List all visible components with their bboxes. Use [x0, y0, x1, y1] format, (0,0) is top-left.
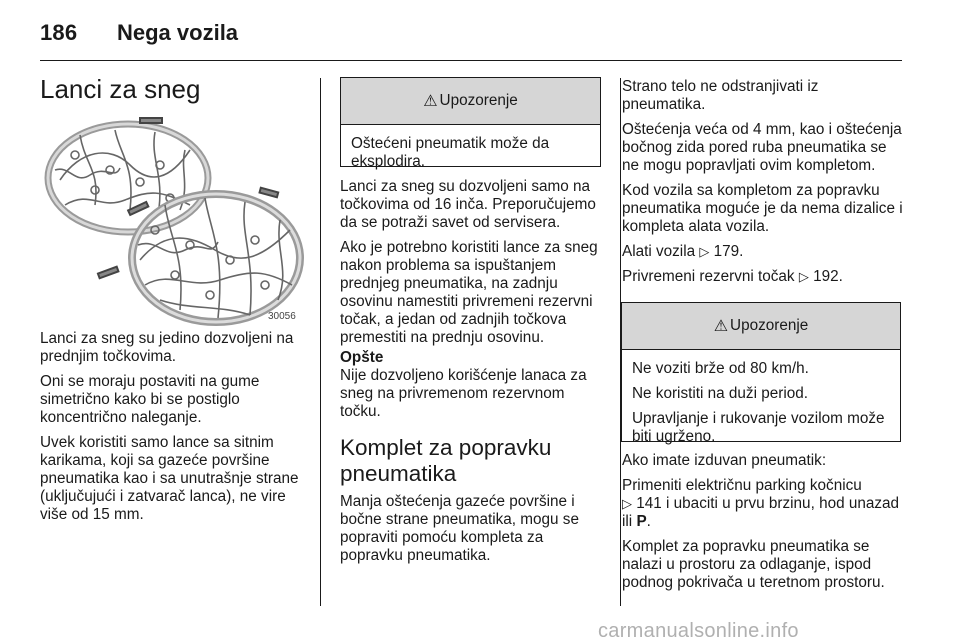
warning-triangle-icon: ⚠: [423, 93, 438, 110]
warning-body: [341, 125, 600, 186]
warning-box-1: [340, 77, 601, 170]
page-reference-icon: ▷: [699, 244, 710, 259]
paragraph-parking-brake: [622, 477, 904, 531]
column-1-text: [40, 330, 308, 531]
page-reference-icon: ▷: [622, 496, 632, 511]
paragraph: Lanci za sneg su dozvoljeni samo na točkovima od 16 inča. Preporučujemo da se potraži savet od servisera.: [340, 178, 596, 231]
section-title-snow-chains: Lanci za sneg: [40, 74, 201, 104]
paragraph: Oni se moraju postaviti na gume simetrično kako bi se postiglo koncentrično naleganje.: [40, 373, 260, 426]
paragraph: Strano telo ne odstranjivati iz pneumatika.: [622, 78, 819, 113]
figure-id: 30056: [268, 311, 296, 322]
gear-p: P: [636, 513, 647, 530]
paragraph: Ako je potrebno koristiti lance za sneg nakon problema sa ispuštanjem prednjeg pneumatika, na zadnju osovinu namestiti privremeni rezervni točak, a jedan od zadnjih točkova premestiti na prednju osovinu.: [340, 239, 598, 346]
paragraph: Komplet za popravku pneumatika se nalazi u prostoru za odlaganje, ispod podnog pokrivača u teretnom prostoru.: [622, 538, 885, 591]
paragraph: Manja oštećenja gazeće površine i bočne strane pneumatika, mogu se popraviti pomoću kompleta za popravku pneumatika.: [340, 493, 579, 564]
warning-label: Upozorenje: [439, 92, 518, 109]
cross-reference-spare-wheel: [622, 268, 904, 286]
warning-triangle-icon: ⚠: [713, 318, 729, 335]
warning-label: Upozorenje: [730, 317, 809, 334]
text: .: [646, 513, 651, 530]
warning-header: [341, 78, 600, 125]
warning-body: [622, 350, 900, 461]
paragraph: Uvek koristiti samo lance sa sitnim karikama, koji sa gazeće površine pneumatika kao i sa unutrašnje strane (uključujući i zatvarač lanca), ne vire više od 15 mm.: [40, 434, 299, 523]
column-2-text: [340, 178, 604, 572]
snow-chains-illustration: [40, 110, 304, 328]
warning-item: Ne koristiti na duži period.: [632, 385, 808, 402]
warning-text: Oštećeni pneumatik može da eksplodira.: [351, 135, 550, 170]
warning-item: Ne voziti brže od 80 km/h.: [632, 360, 809, 377]
paragraph: Kod vozila sa kompletom za popravku pneumatika moguće je da nema dizalice i kompleta alata vozila.: [622, 182, 903, 235]
reference-page: 192.: [813, 268, 843, 285]
page-number: 186: [40, 20, 78, 45]
chapter-title: Nega vozila: [117, 20, 239, 45]
cross-reference-vehicle-tools: [622, 243, 904, 261]
column-3-text: [622, 78, 904, 293]
reference-text: Privremeni rezervni točak: [622, 268, 795, 285]
paragraph: Nije dozvoljeno korišćenje lanaca za sneg na privremenom rezervnom točku.: [340, 367, 587, 420]
paragraph: Lanci za sneg su jedino dozvoljeni na prednjim točkovima.: [40, 330, 294, 365]
text: 141 i ubaciti u prvu brzinu, hod unazad ili: [622, 495, 900, 530]
text: Primeniti električnu parking kočnicu: [622, 477, 862, 494]
warning-box-2: [621, 302, 901, 445]
paragraph: Ako imate izduvan pneumatik:: [622, 452, 827, 469]
subheading-general: Opšte: [340, 349, 384, 366]
warning-header: [622, 303, 900, 350]
column-3-text-lower: [622, 452, 904, 599]
page-reference-icon: ▷: [798, 269, 809, 284]
reference-text: Alati vozila: [622, 243, 696, 260]
column-divider-1: [320, 78, 321, 606]
paragraph: Oštećenja veća od 4 mm, kao i oštećenja bočnog zida pored ruba pneumatika se ne mogu popravljati ovim kompletom.: [622, 121, 902, 174]
watermark: carmanualsonline.info: [598, 620, 799, 642]
header-rule: [40, 60, 902, 61]
reference-page: 179.: [713, 243, 744, 260]
warning-item: Upravljanje i rukovanje vozilom može biti ugrženo.: [632, 410, 885, 445]
section-title-repair-kit: Komplet za popravku pneumatika: [340, 435, 552, 486]
